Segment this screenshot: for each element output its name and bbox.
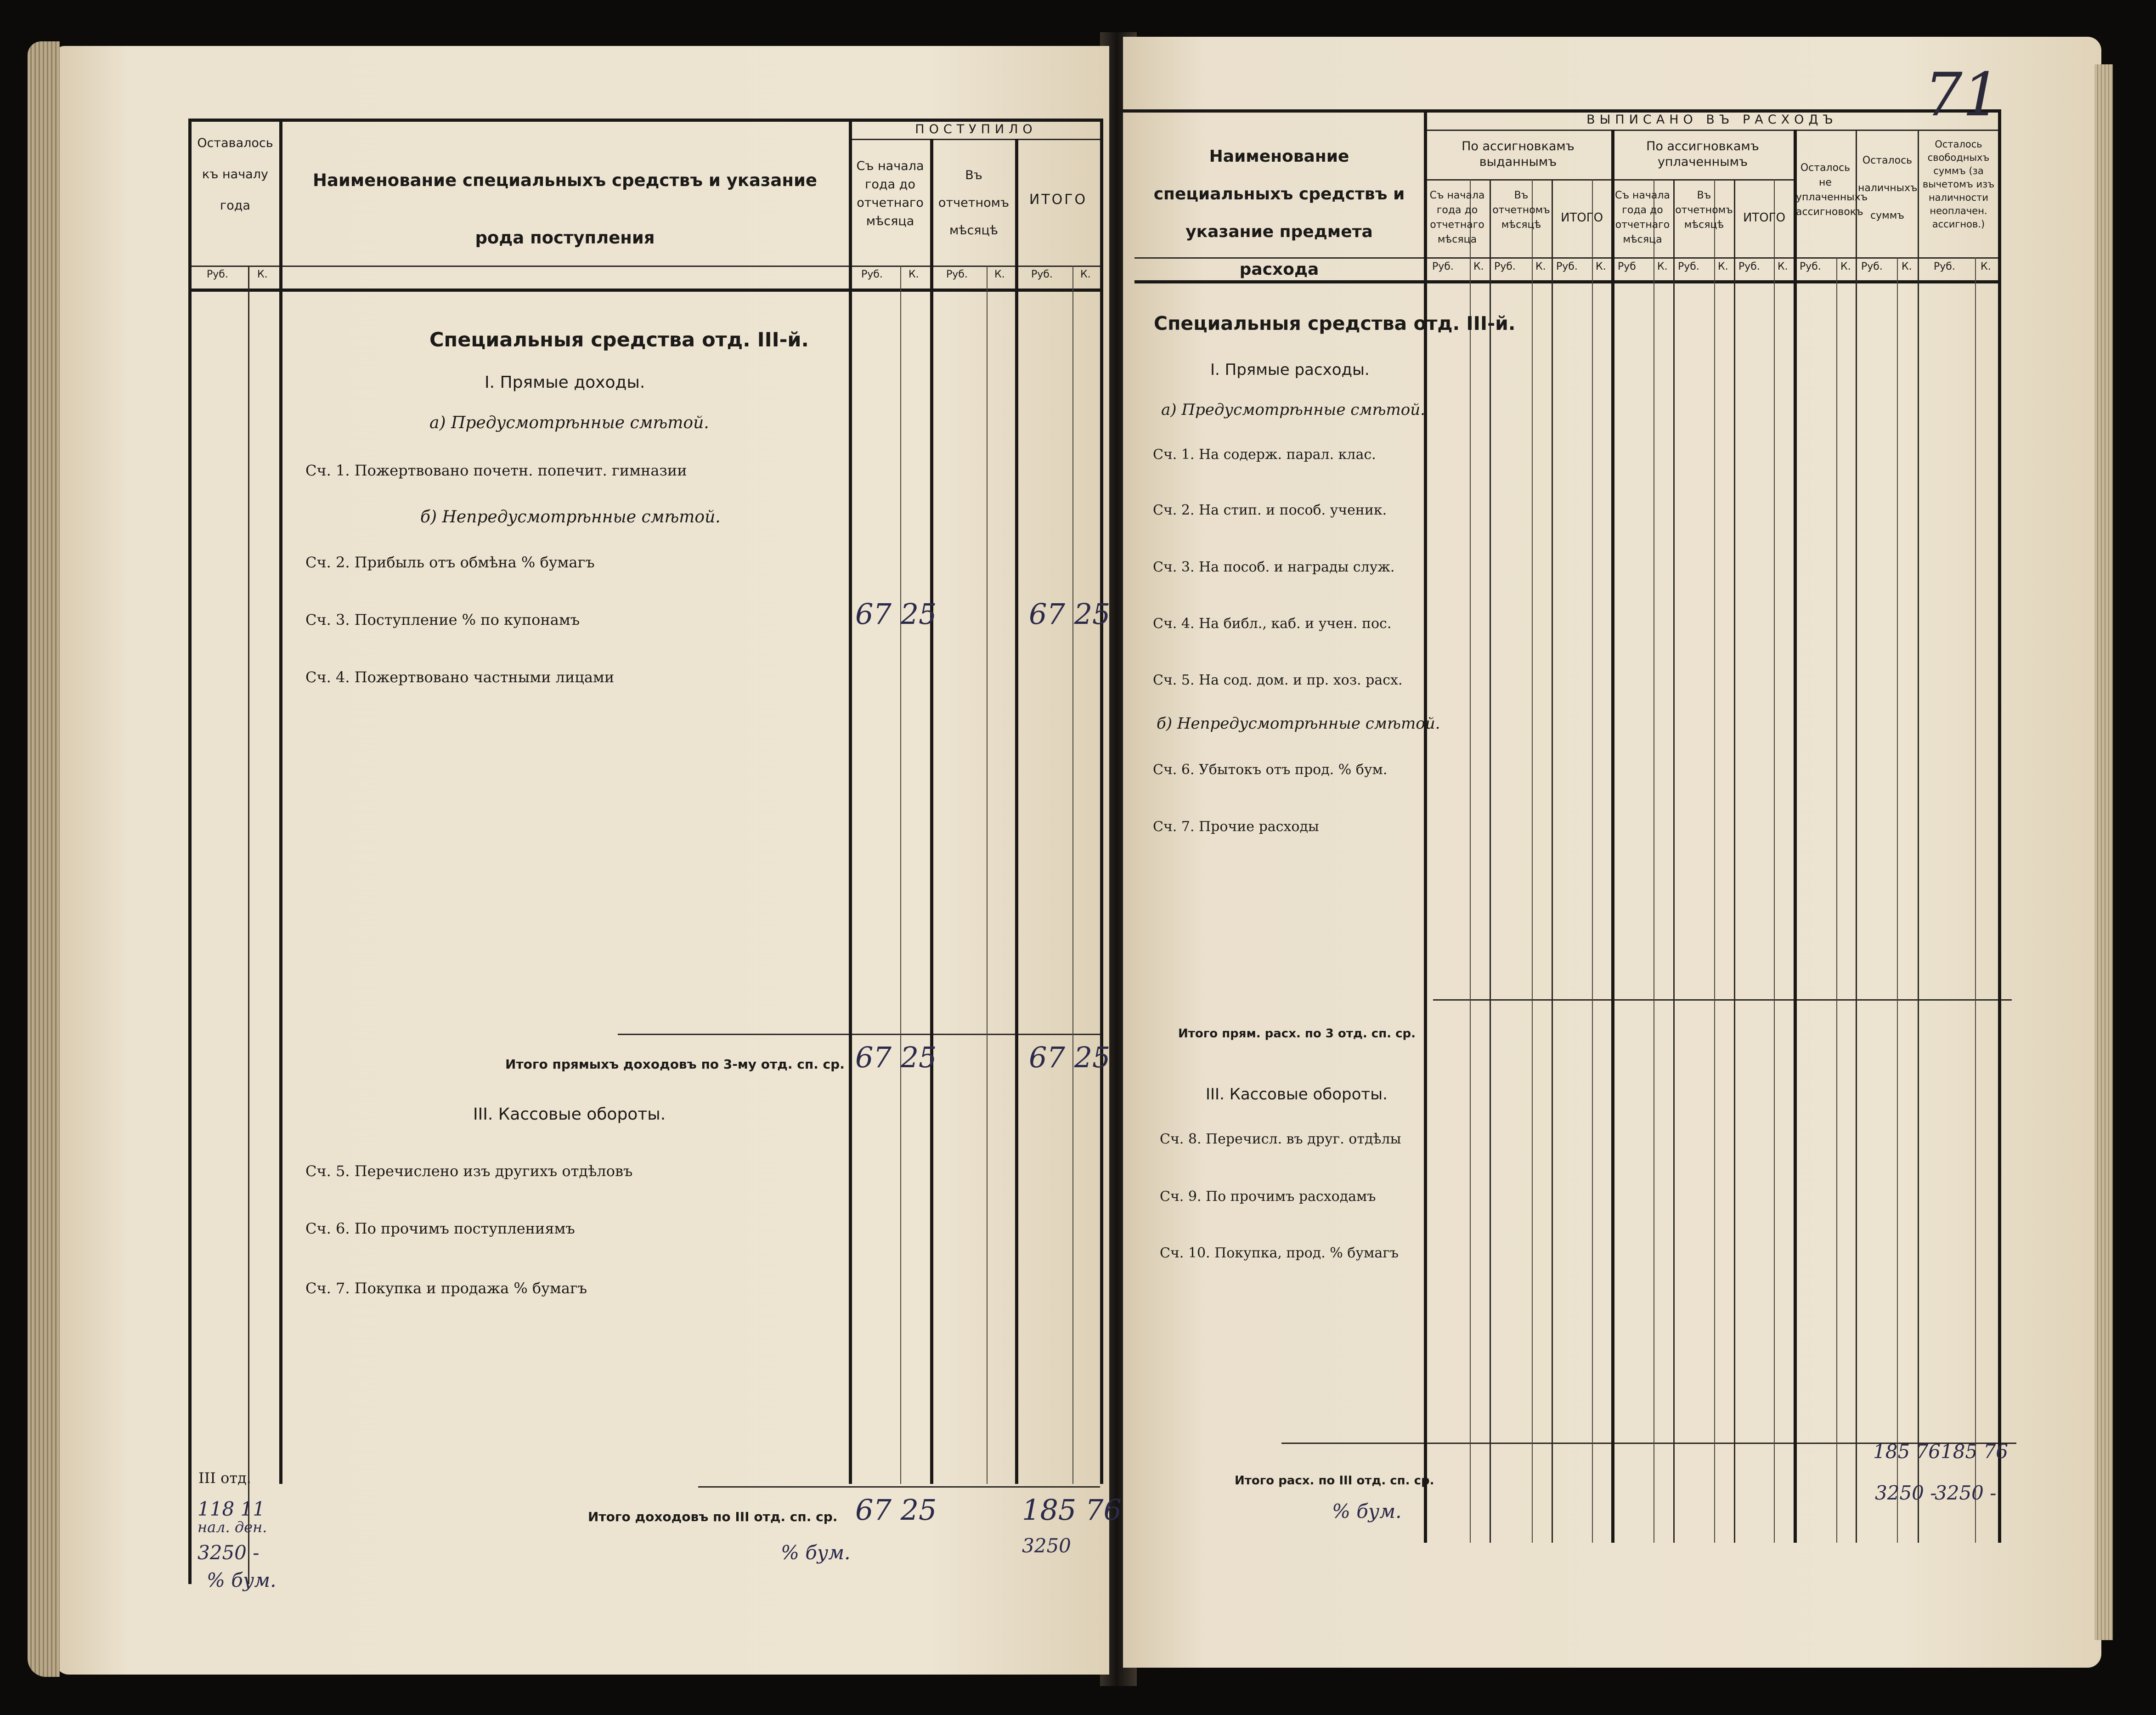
hw-income-note: % бум. bbox=[781, 1541, 851, 1564]
right-row-4: Сч. 4. На библ., каб. и учен. пос. bbox=[1153, 616, 1392, 632]
right-unit-kop-1: К. bbox=[1473, 261, 1484, 272]
hw-income-total-2: 3250 bbox=[1022, 1534, 1071, 1557]
left-unit-kop-3: К. bbox=[994, 269, 1005, 280]
right-part1a-title: а) Предусмотрѣнные смѣтой. bbox=[1161, 401, 1425, 419]
right-part1b-title: б) Непредусмотрѣнные смѣтой. bbox=[1157, 714, 1440, 733]
left-section-title: Специальныя средства отд. III-й. bbox=[429, 328, 809, 351]
left-unit-kop-1: К. bbox=[257, 269, 268, 280]
hw-row3-total: 67 25 bbox=[1029, 597, 1111, 631]
left-row-2: Сч. 2. Прибыль отъ обмѣна % бумагъ bbox=[305, 554, 595, 571]
right-row-6: Сч. 6. Убытокъ отъ прод. % бум. bbox=[1153, 762, 1388, 778]
left-total-income-label: Итого доходовъ по III отд. сп. ср. bbox=[588, 1509, 838, 1524]
right-col-free: Осталось свободныхъ суммъ (за вычетомъ изъ наличности неоплачен. ассигнов.) bbox=[1922, 139, 1995, 230]
left-col-since-start: Съ начала года до отчетнаго мѣсяца bbox=[856, 159, 924, 228]
left-col-balance-header: Оставалось къ началу года bbox=[197, 136, 273, 213]
right-unit-kop-4: К. bbox=[1657, 261, 1668, 272]
right-paid-in-month: Въ отчетномъ мѣсяцѣ bbox=[1675, 190, 1733, 231]
right-sub-issued: По ассигновкамъ выданнымъ bbox=[1462, 139, 1575, 169]
left-part1b-title: б) Непредусмотрѣнные смѣтой. bbox=[420, 508, 721, 526]
left-unit-rub-1: Руб. bbox=[207, 269, 228, 280]
left-row-1: Сч. 1. Пожертвовано почетн. попечит. гимназии bbox=[305, 462, 687, 479]
hw-direct-since-start: 67 25 bbox=[855, 1041, 937, 1074]
left-total-direct-label: Итого прямыхъ доходовъ по 3-му отд. сп. ср. bbox=[505, 1057, 845, 1072]
left-row-6: Сч. 6. По прочимъ поступлениямъ bbox=[305, 1220, 575, 1237]
left-row-7: Сч. 7. Покупка и продажа % бумагъ bbox=[305, 1279, 587, 1297]
left-group-title: ПОСТУПИЛО bbox=[915, 122, 1037, 136]
right-unit-rub-6: Руб. bbox=[1738, 261, 1760, 272]
right-paid-since-start: Съ начала года до отчетнаго мѣсяца bbox=[1615, 190, 1670, 245]
right-total-direct-label: Итого прям. расх. по 3 отд. сп. ср. bbox=[1178, 1027, 1416, 1041]
left-col-in-month: Въ отчетномъ мѣсяцѣ bbox=[938, 168, 1010, 238]
left-part3-title: III. Кассовые обороты. bbox=[473, 1105, 666, 1124]
hw-cash-2: 3250 - bbox=[1875, 1482, 1937, 1504]
right-unit-kop-7: К. bbox=[1840, 261, 1851, 272]
hw-free-2: 3250 - bbox=[1935, 1482, 1997, 1504]
hw-exp-note: % бум. bbox=[1332, 1500, 1402, 1523]
right-unit-rub-4: Руб bbox=[1618, 261, 1636, 272]
hw-income-total: 185 76 bbox=[1022, 1493, 1122, 1527]
right-row-3: Сч. 3. На пособ. и награды служ. bbox=[1153, 559, 1395, 575]
right-row-8: Сч. 8. Перечисл. въ друг. отдѣлы bbox=[1160, 1131, 1401, 1147]
right-part1-title: I. Прямые расходы. bbox=[1210, 361, 1370, 379]
left-unit-rub-4: Руб. bbox=[1031, 269, 1053, 280]
left-col-name-header: Наименование специальныхъ средствъ и указание рода поступления bbox=[313, 170, 817, 248]
page-edges-left bbox=[28, 41, 60, 1677]
page-edges-right bbox=[2094, 64, 2113, 1640]
right-unit-rub-5: Руб. bbox=[1678, 261, 1699, 272]
right-col-cash: Осталось наличныхъ суммъ bbox=[1858, 155, 1918, 221]
right-unit-rub-3: Руб. bbox=[1556, 261, 1578, 272]
right-unit-kop-9: К. bbox=[1981, 261, 1991, 272]
right-unit-rub-7: Руб. bbox=[1800, 261, 1821, 272]
right-unit-rub-2: Руб. bbox=[1494, 261, 1516, 272]
right-unit-kop-2: К. bbox=[1535, 261, 1546, 272]
right-paid-total: ИТОГО bbox=[1743, 211, 1786, 225]
right-total-exp-label: Итого расх. по III отд. сп. ср. bbox=[1235, 1474, 1434, 1488]
right-section-title: Специальныя средства отд. III-й. bbox=[1154, 312, 1516, 334]
right-unit-rub-1: Руб. bbox=[1432, 261, 1454, 272]
right-issued-since-start: Съ начала года до отчетнаго мѣсяца bbox=[1429, 190, 1485, 245]
right-issued-in-month: Въ отчетномъ мѣсяцѣ bbox=[1492, 190, 1550, 231]
right-row-7: Сч. 7. Прочие расходы bbox=[1153, 819, 1319, 835]
right-unit-rub-9: Руб. bbox=[1934, 261, 1955, 272]
right-row-9: Сч. 9. По прочимъ расходамъ bbox=[1160, 1189, 1376, 1205]
hw-balance-3: % бум. bbox=[207, 1569, 277, 1591]
hw-free-1: 185 76 bbox=[1941, 1440, 2008, 1463]
left-unit-kop-4: К. bbox=[1080, 269, 1091, 280]
right-issued-total: ИТОГО bbox=[1560, 211, 1603, 225]
hw-balance-2: 3250 - bbox=[198, 1541, 260, 1564]
right-unit-rub-8: Руб. bbox=[1861, 261, 1883, 272]
right-row-1: Сч. 1. На содерж. парал. клас. bbox=[1153, 447, 1376, 463]
right-col-name-header: Наименование специальныхъ средствъ и указание предмета расхода bbox=[1153, 147, 1405, 279]
right-unit-kop-3: К. bbox=[1596, 261, 1606, 272]
right-unit-kop-8: К. bbox=[1902, 261, 1912, 272]
page-number: 71 bbox=[1925, 60, 2001, 130]
left-row-5: Сч. 5. Перечислено изъ другихъ отдѣловъ bbox=[305, 1162, 633, 1180]
left-dept-label: III отд. bbox=[198, 1469, 251, 1487]
hw-income-since-start: 67 25 bbox=[855, 1493, 937, 1527]
right-unit-kop-6: К. bbox=[1778, 261, 1788, 272]
hw-cash-1: 185 76 bbox=[1873, 1440, 1941, 1463]
right-group-title: ВЫПИСАНО ВЪ РАСХОДЪ bbox=[1586, 113, 1838, 127]
right-col-unpaid: Осталось не уплаченныхъ ассигновокъ bbox=[1796, 162, 1868, 218]
left-col-total: ИТОГО bbox=[1029, 192, 1088, 208]
left-row-3: Сч. 3. Поступление % по купонамъ bbox=[305, 611, 580, 628]
hw-direct-total: 67 25 bbox=[1029, 1041, 1111, 1074]
left-unit-kop-2: К. bbox=[909, 269, 919, 280]
left-part1a-title: а) Предусмотрѣнные смѣтой. bbox=[429, 413, 709, 432]
left-unit-rub-3: Руб. bbox=[946, 269, 968, 280]
left-unit-rub-2: Руб. bbox=[861, 269, 883, 280]
hw-row3-since-start: 67 25 bbox=[855, 597, 937, 631]
right-sub-paid: По ассигновкамъ уплаченнымъ bbox=[1646, 139, 1759, 169]
left-part1-title: I. Прямые доходы. bbox=[485, 373, 645, 392]
hw-balance-note: нал. ден. bbox=[198, 1518, 267, 1536]
right-row-10: Сч. 10. Покупка, прод. % бумагъ bbox=[1160, 1245, 1399, 1261]
right-row-5: Сч. 5. На сод. дом. и пр. хоз. расх. bbox=[1153, 672, 1403, 688]
left-row-4: Сч. 4. Пожертвовано частными лицами bbox=[305, 668, 615, 686]
right-unit-kop-5: К. bbox=[1718, 261, 1728, 272]
hw-balance-1: 118 11 bbox=[198, 1498, 265, 1520]
right-row-2: Сч. 2. На стип. и пособ. ученик. bbox=[1153, 502, 1387, 518]
right-part3-title: III. Кассовые обороты. bbox=[1206, 1085, 1388, 1104]
